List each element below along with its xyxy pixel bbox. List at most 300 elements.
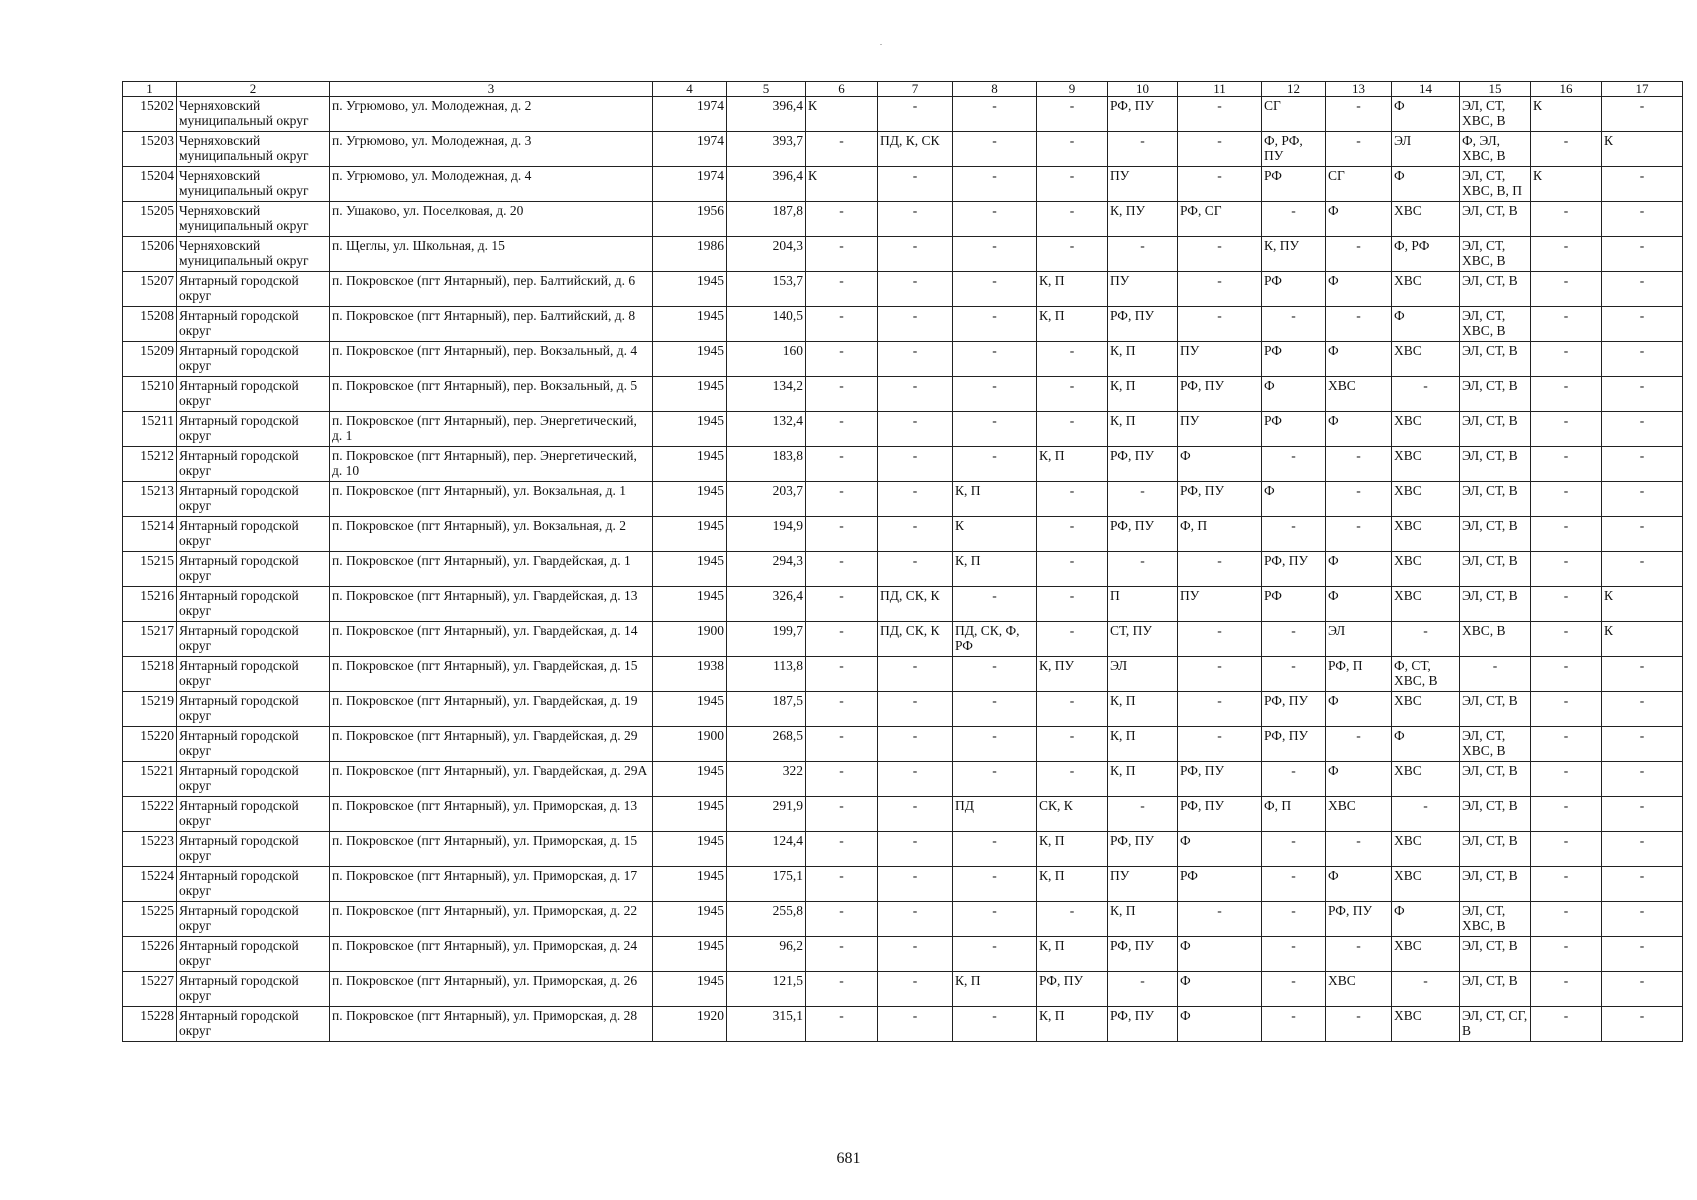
table-cell: - <box>953 272 1037 307</box>
table-row <box>123 552 1683 587</box>
table-cell: ХВС <box>1326 972 1392 1007</box>
table-cell: РФ, ПУ <box>1262 692 1326 727</box>
table-cell: РФ, ПУ <box>1108 97 1178 132</box>
table-cell: - <box>878 692 953 727</box>
table-cell: ХВС <box>1326 377 1392 412</box>
table-cell: - <box>878 447 953 482</box>
table-cell: - <box>1326 237 1392 272</box>
table-cell: - <box>1178 657 1262 692</box>
table-cell: п. Покровское (пгт Янтарный), пер. Энергетический, д. 10 <box>330 447 653 482</box>
table-cell: Янтарный городской округ <box>177 727 330 762</box>
table-cell: п. Покровское (пгт Янтарный), ул. Приморская, д. 22 <box>330 902 653 937</box>
table-cell: Янтарный городской округ <box>177 622 330 657</box>
table-cell: ХВС <box>1392 447 1460 482</box>
table-cell: п. Покровское (пгт Янтарный), пер. Энергетический, д. 1 <box>330 412 653 447</box>
table-cell: ЭЛ, СТ, ХВС, В <box>1460 97 1531 132</box>
table-cell: К <box>1531 97 1602 132</box>
table-cell: Черняховский муниципальный округ <box>177 167 330 202</box>
table-cell: - <box>1037 622 1108 657</box>
table-cell: ХВС <box>1392 937 1460 972</box>
table-cell: Ф, РФ <box>1392 237 1460 272</box>
table-row <box>123 657 1683 692</box>
column-header: 16 <box>1531 82 1602 97</box>
table-cell: - <box>878 727 953 762</box>
table-cell: 187,8 <box>727 202 806 237</box>
table-cell: ЭЛ, СТ, ХВС, В, П <box>1460 167 1531 202</box>
table-cell: РФ, ПУ <box>1178 797 1262 832</box>
table-cell: 15223 <box>123 832 177 867</box>
table-cell: - <box>806 762 878 797</box>
table-cell: 1945 <box>653 447 727 482</box>
column-header: 7 <box>878 82 953 97</box>
register-table <box>122 81 1683 1042</box>
table-cell: 1938 <box>653 657 727 692</box>
table-cell: п. Покровское (пгт Янтарный), пер. Вокзальный, д. 4 <box>330 342 653 377</box>
table-cell: - <box>1262 972 1326 1007</box>
table-cell: 255,8 <box>727 902 806 937</box>
table-cell: ЭЛ, СТ, В <box>1460 972 1531 1007</box>
table-row <box>123 272 1683 307</box>
table-cell: 1986 <box>653 237 727 272</box>
table-cell: ПД <box>953 797 1037 832</box>
table-cell: - <box>1602 412 1683 447</box>
table-cell: РФ <box>1262 587 1326 622</box>
table-cell: ЭЛ, СТ, В <box>1460 692 1531 727</box>
table-cell: - <box>1178 97 1262 132</box>
table-cell: - <box>1531 412 1602 447</box>
table-cell: 1945 <box>653 517 727 552</box>
table-cell: 1945 <box>653 377 727 412</box>
table-cell: Ф <box>1326 412 1392 447</box>
table-cell: - <box>878 972 953 1007</box>
table-cell: - <box>1392 377 1460 412</box>
table-cell: ХВС <box>1392 517 1460 552</box>
table-cell: 1956 <box>653 202 727 237</box>
table-cell: ХВС <box>1392 587 1460 622</box>
table-cell: - <box>1392 797 1460 832</box>
table-cell: Ф <box>1326 272 1392 307</box>
table-cell: К, П <box>1108 692 1178 727</box>
table-cell: п. Покровское (пгт Янтарный), ул. Вокзальная, д. 2 <box>330 517 653 552</box>
table-cell: 1920 <box>653 1007 727 1042</box>
table-cell: 15225 <box>123 902 177 937</box>
table-cell: 1900 <box>653 727 727 762</box>
table-cell: ЭЛ, СТ, СГ, В <box>1460 1007 1531 1042</box>
table-cell: - <box>953 307 1037 342</box>
table-cell: К <box>1602 587 1683 622</box>
table-cell: п. Покровское (пгт Янтарный), ул. Гвардейская, д. 29А <box>330 762 653 797</box>
table-cell: - <box>1262 202 1326 237</box>
table-cell: 15204 <box>123 167 177 202</box>
table-cell: - <box>953 97 1037 132</box>
table-cell: К, П <box>1037 867 1108 902</box>
table-cell: - <box>878 237 953 272</box>
table-cell: К <box>1602 622 1683 657</box>
table-cell: - <box>1602 762 1683 797</box>
table-cell: К, П <box>1037 832 1108 867</box>
table-cell: - <box>1392 622 1460 657</box>
table-cell: Янтарный городской округ <box>177 552 330 587</box>
table-cell: РФ <box>1178 867 1262 902</box>
table-cell: РФ, ПУ <box>1178 482 1262 517</box>
table-cell: - <box>806 657 878 692</box>
table-cell: Янтарный городской округ <box>177 517 330 552</box>
table-cell: п. Покровское (пгт Янтарный), пер. Балтийский, д. 8 <box>330 307 653 342</box>
table-cell: - <box>1602 937 1683 972</box>
table-cell: РФ, ПУ <box>1108 307 1178 342</box>
table-cell: Ф <box>1326 342 1392 377</box>
table-cell: ХВС <box>1326 797 1392 832</box>
table-cell: 1945 <box>653 972 727 1007</box>
table-cell: - <box>1262 762 1326 797</box>
table-cell: РФ, ПУ <box>1108 517 1178 552</box>
table-cell: - <box>878 307 953 342</box>
table-cell: 15210 <box>123 377 177 412</box>
table-cell: К <box>1531 167 1602 202</box>
table-cell: 15211 <box>123 412 177 447</box>
table-cell: - <box>1326 307 1392 342</box>
table-cell: ПД, СК, К <box>878 587 953 622</box>
table-cell: - <box>1262 657 1326 692</box>
table-cell: К <box>806 97 878 132</box>
table-row <box>123 377 1683 412</box>
table-cell: ХВС <box>1392 692 1460 727</box>
table-row <box>123 762 1683 797</box>
table-row <box>123 692 1683 727</box>
table-cell: - <box>1602 727 1683 762</box>
table-cell: - <box>806 482 878 517</box>
table-cell: 199,7 <box>727 622 806 657</box>
table-cell: - <box>806 237 878 272</box>
table-cell: ЭЛ, СТ, В <box>1460 797 1531 832</box>
table-cell: К, П <box>1037 1007 1108 1042</box>
table-cell: РФ, ПУ <box>1108 447 1178 482</box>
table-cell: Янтарный городской округ <box>177 832 330 867</box>
table-cell: 15208 <box>123 307 177 342</box>
table-cell: 132,4 <box>727 412 806 447</box>
table-cell: - <box>1602 97 1683 132</box>
table-cell: ХВС <box>1392 762 1460 797</box>
table-cell: п. Покровское (пгт Янтарный), ул. Гвардейская, д. 14 <box>330 622 653 657</box>
table-cell: 15206 <box>123 237 177 272</box>
table-cell: - <box>953 937 1037 972</box>
table-cell: Янтарный городской округ <box>177 377 330 412</box>
column-header: 6 <box>806 82 878 97</box>
table-cell: - <box>953 832 1037 867</box>
table-cell: - <box>1037 902 1108 937</box>
table-cell: Янтарный городской округ <box>177 972 330 1007</box>
table-cell: 1974 <box>653 167 727 202</box>
table-row <box>123 587 1683 622</box>
table-cell: 1945 <box>653 762 727 797</box>
table-cell: 1945 <box>653 937 727 972</box>
column-header: 11 <box>1178 82 1262 97</box>
table-cell: Янтарный городской округ <box>177 447 330 482</box>
table-cell: ЭЛ, СТ, В <box>1460 272 1531 307</box>
table-cell: п. Покровское (пгт Янтарный), ул. Вокзальная, д. 1 <box>330 482 653 517</box>
table-cell: - <box>1178 692 1262 727</box>
table-cell: ЭЛ <box>1326 622 1392 657</box>
table-cell: - <box>1531 272 1602 307</box>
table-cell: - <box>953 727 1037 762</box>
table-cell: 140,5 <box>727 307 806 342</box>
table-row <box>123 307 1683 342</box>
table-cell: ЭЛ, СТ, В <box>1460 937 1531 972</box>
table-cell: - <box>1037 692 1108 727</box>
table-cell: РФ, ПУ <box>1262 727 1326 762</box>
table-cell: - <box>806 902 878 937</box>
table-cell: 203,7 <box>727 482 806 517</box>
table-cell: Янтарный городской округ <box>177 797 330 832</box>
table-cell: К, ПУ <box>1037 657 1108 692</box>
table-cell: - <box>1531 377 1602 412</box>
table-cell: Ф <box>1392 307 1460 342</box>
table-cell: - <box>1531 552 1602 587</box>
page-number: 681 <box>836 1150 861 1167</box>
table-cell: - <box>1531 762 1602 797</box>
table-cell: - <box>1531 937 1602 972</box>
table-cell: - <box>953 237 1037 272</box>
table-cell: Янтарный городской округ <box>177 692 330 727</box>
table-cell: ХВС <box>1392 832 1460 867</box>
table-cell: ЭЛ, СТ, ХВС, В <box>1460 902 1531 937</box>
table-cell: 396,4 <box>727 167 806 202</box>
table-cell: - <box>1602 902 1683 937</box>
table-cell: Ф <box>1178 937 1262 972</box>
table-cell: РФ, СГ <box>1178 202 1262 237</box>
table-cell: Янтарный городской округ <box>177 867 330 902</box>
table-cell: 1945 <box>653 832 727 867</box>
table-cell: - <box>1326 832 1392 867</box>
table-cell: - <box>878 797 953 832</box>
table-cell: - <box>1531 902 1602 937</box>
table-cell: п. Покровское (пгт Янтарный), ул. Гвардейская, д. 19 <box>330 692 653 727</box>
table-cell: п. Угрюмово, ул. Молодежная, д. 4 <box>330 167 653 202</box>
table-cell: - <box>1531 517 1602 552</box>
table-cell: ЭЛ, СТ, В <box>1460 377 1531 412</box>
table-cell: - <box>1262 1007 1326 1042</box>
table-cell: ХВС <box>1392 272 1460 307</box>
table-cell: 1945 <box>653 587 727 622</box>
table-cell: - <box>953 587 1037 622</box>
table-row <box>123 727 1683 762</box>
table-cell: п. Покровское (пгт Янтарный), ул. Приморская, д. 15 <box>330 832 653 867</box>
table-cell: - <box>806 307 878 342</box>
table-cell: К, П <box>953 972 1037 1007</box>
table-cell: Ф <box>1262 482 1326 517</box>
table-cell: Черняховский муниципальный округ <box>177 202 330 237</box>
table-cell: - <box>806 867 878 902</box>
table-cell: п. Покровское (пгт Янтарный), ул. Гвардейская, д. 29 <box>330 727 653 762</box>
table-cell: Ф <box>1262 377 1326 412</box>
table-cell: 15214 <box>123 517 177 552</box>
table-cell: ЭЛ <box>1392 132 1460 167</box>
table-cell: п. Угрюмово, ул. Молодежная, д. 3 <box>330 132 653 167</box>
column-header: 3 <box>330 82 653 97</box>
table-cell: ЭЛ, СТ, В <box>1460 447 1531 482</box>
table-cell: 15216 <box>123 587 177 622</box>
table-cell: - <box>1531 972 1602 1007</box>
table-cell: К, П <box>1108 377 1178 412</box>
table-cell: 113,8 <box>727 657 806 692</box>
table-cell: - <box>806 202 878 237</box>
table-cell: - <box>878 482 953 517</box>
table-cell: Янтарный городской округ <box>177 482 330 517</box>
table-row <box>123 97 1683 132</box>
table-cell: К, П <box>1108 727 1178 762</box>
table-cell: ХВС <box>1392 1007 1460 1042</box>
table-cell: - <box>953 132 1037 167</box>
table-cell: 1945 <box>653 902 727 937</box>
table-cell: 15205 <box>123 202 177 237</box>
table-cell: - <box>1326 482 1392 517</box>
table-cell: К, ПУ <box>1108 202 1178 237</box>
table-body <box>123 82 1683 1042</box>
table-cell: ХВС <box>1392 342 1460 377</box>
table-cell: РФ, П <box>1326 657 1392 692</box>
table-cell: - <box>953 902 1037 937</box>
table-cell: - <box>1531 657 1602 692</box>
table-cell: - <box>1178 727 1262 762</box>
table-cell: - <box>1602 167 1683 202</box>
table-cell: п. Покровское (пгт Янтарный), ул. Приморская, д. 13 <box>330 797 653 832</box>
table-cell: Ф, П <box>1178 517 1262 552</box>
table-row <box>123 237 1683 272</box>
table-cell: - <box>1602 867 1683 902</box>
table-cell: 1945 <box>653 272 727 307</box>
table-cell: ХВС <box>1392 202 1460 237</box>
table-cell: - <box>1531 587 1602 622</box>
table-cell: ЭЛ, СТ, В <box>1460 517 1531 552</box>
table-cell: п. Покровское (пгт Янтарный), ул. Приморская, д. 28 <box>330 1007 653 1042</box>
table-cell: Черняховский муниципальный округ <box>177 237 330 272</box>
table-cell: - <box>953 377 1037 412</box>
table-cell: - <box>1602 692 1683 727</box>
table-cell: ЭЛ, СТ, В <box>1460 762 1531 797</box>
table-cell: 15228 <box>123 1007 177 1042</box>
table-cell: К, П <box>1037 272 1108 307</box>
column-header: 12 <box>1262 82 1326 97</box>
table-cell: - <box>878 657 953 692</box>
table-cell: ПД, СК, Ф, РФ <box>953 622 1037 657</box>
table-cell: 134,2 <box>727 377 806 412</box>
table-cell: - <box>878 902 953 937</box>
table-cell: ЭЛ, СТ, В <box>1460 587 1531 622</box>
table-cell: К, П <box>1108 762 1178 797</box>
table-cell: Ф <box>1326 552 1392 587</box>
table-cell: РФ, ПУ <box>1108 1007 1178 1042</box>
table-cell: - <box>1037 132 1108 167</box>
table-cell: Ф, СТ, ХВС, В <box>1392 657 1460 692</box>
table-row <box>123 1007 1683 1042</box>
table-cell: 15221 <box>123 762 177 797</box>
table-cell: - <box>806 832 878 867</box>
table-cell: - <box>1602 237 1683 272</box>
table-cell: Черняховский муниципальный округ <box>177 132 330 167</box>
table-cell: Ф <box>1326 762 1392 797</box>
table-cell: - <box>1178 237 1262 272</box>
table-cell: 15213 <box>123 482 177 517</box>
table-row <box>123 972 1683 1007</box>
table-cell: - <box>953 692 1037 727</box>
table-cell: ХВС <box>1392 552 1460 587</box>
table-cell: - <box>1531 1007 1602 1042</box>
table-cell: Ф <box>1326 202 1392 237</box>
table-cell: Ф <box>1178 1007 1262 1042</box>
table-cell: 322 <box>727 762 806 797</box>
table-cell: К, П <box>953 552 1037 587</box>
column-header: 4 <box>653 82 727 97</box>
table-cell: - <box>1262 307 1326 342</box>
table-cell: п. Покровское (пгт Янтарный), ул. Приморская, д. 24 <box>330 937 653 972</box>
table-row <box>123 622 1683 657</box>
table-cell: ЭЛ, СТ, В <box>1460 482 1531 517</box>
table-cell: ЭЛ, СТ, ХВС, В <box>1460 727 1531 762</box>
table-cell: - <box>1037 587 1108 622</box>
column-header: 2 <box>177 82 330 97</box>
table-cell: - <box>806 447 878 482</box>
table-cell: - <box>1326 132 1392 167</box>
table-cell: - <box>1037 202 1108 237</box>
table-cell: К, П <box>1108 902 1178 937</box>
table-cell: ПУ <box>1178 342 1262 377</box>
table-cell: - <box>806 727 878 762</box>
table-cell: - <box>1602 307 1683 342</box>
table-cell: - <box>953 447 1037 482</box>
table-row <box>123 447 1683 482</box>
table-cell: - <box>1531 447 1602 482</box>
table-cell: 15226 <box>123 937 177 972</box>
table-cell: - <box>1108 132 1178 167</box>
table-cell: ПУ <box>1178 587 1262 622</box>
table-cell: 1945 <box>653 692 727 727</box>
table-cell: - <box>806 342 878 377</box>
table-cell: Ф, ЭЛ, ХВС, В <box>1460 132 1531 167</box>
table-cell: 1900 <box>653 622 727 657</box>
column-header: 5 <box>727 82 806 97</box>
table-cell: ХВС <box>1392 482 1460 517</box>
table-cell: РФ, ПУ <box>1326 902 1392 937</box>
table-cell: - <box>1531 832 1602 867</box>
table-cell: Ф, П <box>1262 797 1326 832</box>
table-cell: - <box>1037 412 1108 447</box>
table-cell: РФ, ПУ <box>1108 937 1178 972</box>
table-cell: - <box>1037 237 1108 272</box>
table-cell: п. Ушаково, ул. Поселковая, д. 20 <box>330 202 653 237</box>
table-cell: - <box>806 1007 878 1042</box>
table-cell: 15220 <box>123 727 177 762</box>
table-cell: Янтарный городской округ <box>177 587 330 622</box>
table-cell: РФ, ПУ <box>1037 972 1108 1007</box>
table-cell: СТ, ПУ <box>1108 622 1178 657</box>
table-cell: - <box>1326 517 1392 552</box>
table-cell: - <box>953 202 1037 237</box>
table-cell: - <box>953 412 1037 447</box>
table-cell: ЭЛ, СТ, В <box>1460 832 1531 867</box>
table-cell: - <box>806 272 878 307</box>
table-cell: 15209 <box>123 342 177 377</box>
table-cell: РФ, ПУ <box>1262 552 1326 587</box>
table-cell: - <box>1037 727 1108 762</box>
table-cell: К, П <box>953 482 1037 517</box>
table-row <box>123 902 1683 937</box>
table-cell: - <box>878 937 953 972</box>
table-cell: РФ <box>1262 167 1326 202</box>
table-cell: - <box>878 412 953 447</box>
table-cell: - <box>1602 972 1683 1007</box>
table-cell: - <box>953 657 1037 692</box>
table-cell: - <box>1262 447 1326 482</box>
